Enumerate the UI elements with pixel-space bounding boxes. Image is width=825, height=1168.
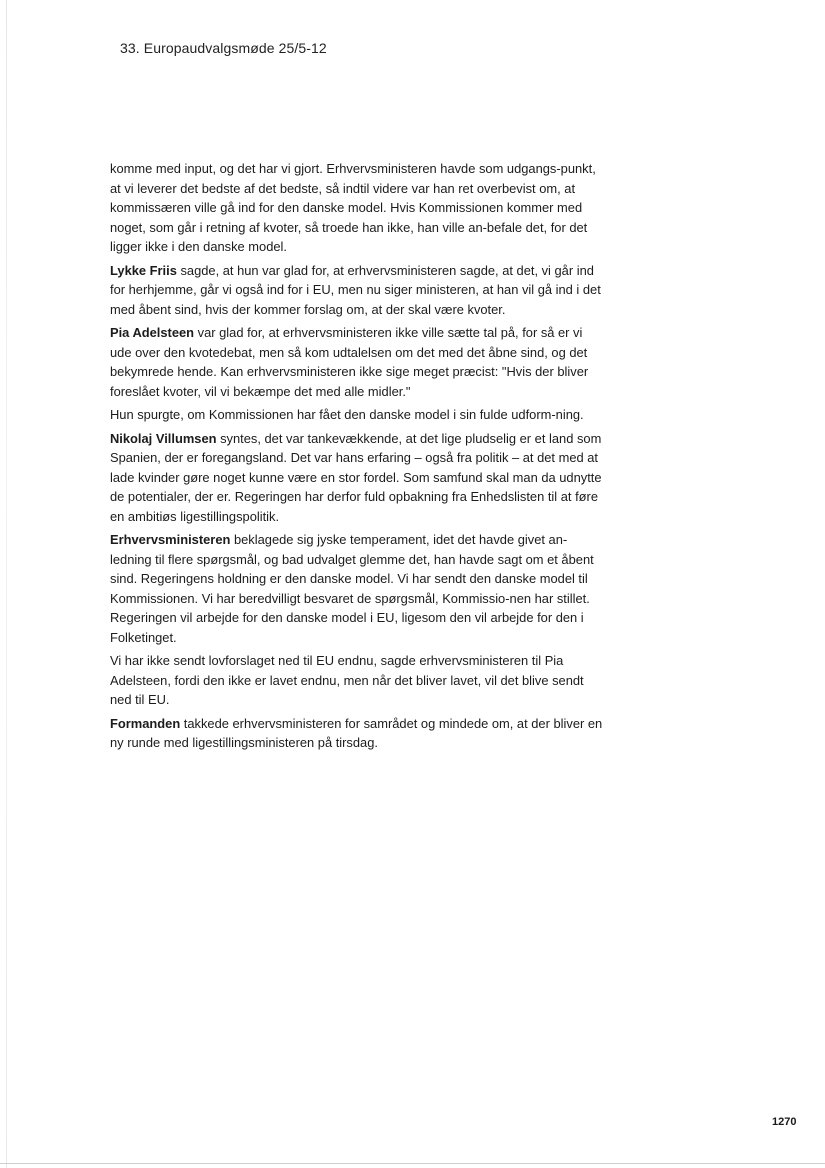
paragraph-text: komme med input, og det har vi gjort. Erhvervsministeren havde som udgangs-punkt, at vi leverer det bedste af det bedste, så indtil videre var han ret overbevist om, at kommissæren ville gå ind for den danske model. Hvis Kommissionen kommer med noget, som går i retning af kvoter, så troede han ikke, han ville an-befale det, for det ligger ikke i den danske model. — [110, 161, 596, 254]
paragraph-text: sagde, at hun var glad for, at erhvervsministeren sagde, at det, vi går ind for herhjemme, går vi også ind for i EU, men nu siger ministeren, at han vil gå ind i det med åbent sind, hvis der kommer forslag om, at der skal være kvoter. — [110, 262, 601, 317]
paragraph — [110, 159, 604, 257]
paragraph-text: syntes, det var tankevækkende, at det lige pludselig er et land som Spanien, der er foregangsland. Det var hans erfaring – også fra politik – at det med at lade kvinder gøre noget kunne være en stor fordel. Som samfund skal man da udnytte de potentialer, der er. Regeringen har derfor fuld opbakning fra Enhedslisten til at føre en ambitiøs ligestillingspolitik. — [110, 430, 602, 524]
speaker-name: Nikolaj Villumsen — [110, 430, 217, 446]
scan-edge-bottom — [0, 1163, 825, 1164]
scan-edge — [6, 0, 7, 1168]
paragraph — [110, 261, 604, 320]
speaker-name: Erhvervsministeren — [110, 532, 231, 547]
paragraph-text: Vi har ikke sendt lovforslaget ned til EU endnu, sagde erhvervsministeren til Pia Adelsteen, fordi den ikke er lavet endnu, men når det bliver lavet, vil det blive sendt ned til EU. — [110, 653, 584, 707]
paragraph — [110, 429, 604, 527]
paragraph-text: var glad for, at erhvervsministeren ikke ville sætte tal på, for så er vi ude over den kvotedebat, men så kom udtalelsen om det med det åbne sind, og det bekymrede hende. Kan erhvervsministeren ikke sige meget præcist: "Hvis der bliver foreslået kvoter, vil vi bekæmpe det med alle midler." — [110, 325, 589, 399]
speaker-name: Lykke Friis — [110, 262, 177, 278]
page-number: 1270 — [772, 1116, 797, 1128]
page-header: 33. Europaudvalgsmøde 25/5-12 — [120, 40, 327, 56]
speaker-name: Formanden — [110, 715, 181, 731]
paragraph — [110, 651, 604, 710]
document-body — [110, 159, 604, 757]
paragraph — [110, 530, 604, 647]
paragraph-text: Hun spurgte, om Kommissionen har fået den danske model i sin fulde udform-ning. — [110, 407, 584, 422]
paragraph — [110, 323, 604, 401]
paragraph — [110, 714, 604, 753]
speaker-name: Pia Adelsteen — [110, 325, 195, 340]
paragraph-text: beklagede sig jyske temperament, idet det havde givet an-ledning til flere spørgsmål, og bad udvalget glemme det, han havde sagt om et åbent sind. Regeringens holdning er den danske model. Vi har sendt den danske model til Kommissionen. Vi har beredvilligt besvaret de spørgsmål, Kommissio-nen har stillet. Regeringen vil arbejde for den danske model i EU, ligesom den vil arbejde for den i Folketinget. — [110, 532, 594, 645]
paragraph — [110, 405, 604, 425]
paragraph-text: takkede erhvervsministeren for samrådet og mindede om, at der bliver en ny runde med ligestillingsministeren på tirsdag. — [110, 715, 603, 750]
